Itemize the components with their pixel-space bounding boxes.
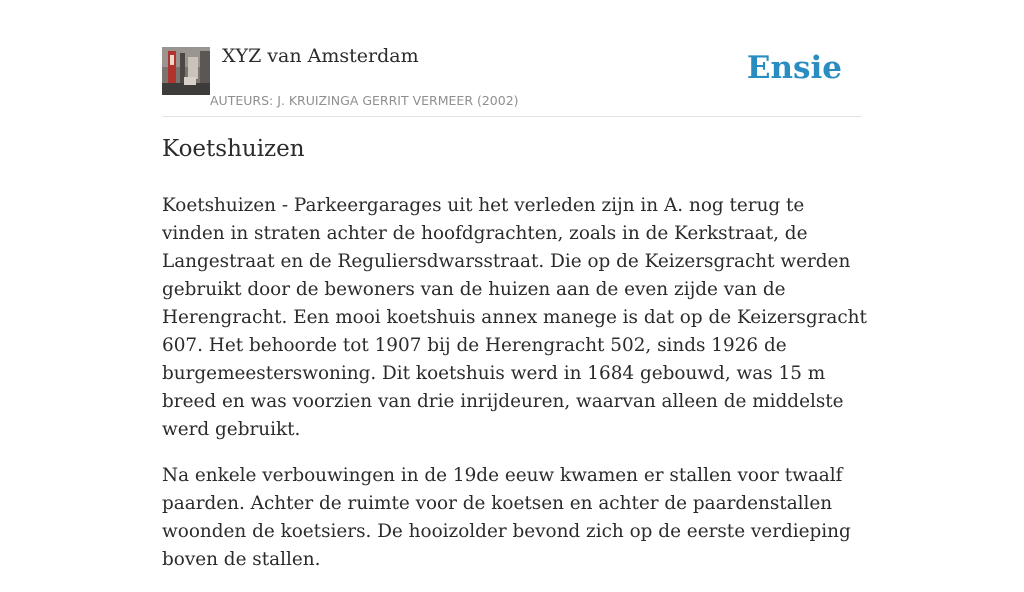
article-body: [162, 192, 868, 592]
ensie-logo-link[interactable]: Ensie: [746, 50, 842, 86]
book-header: [162, 44, 862, 117]
book-title[interactable]: XYZ van Amsterdam: [222, 45, 419, 67]
article-paragraph: Koetshuizen - Parkeergarages uit het verleden zijn in A. nog terug te vinden in straten achter de hoofdgrachten, zoals in de Kerkstraat, de Langestraat en de Reguliersdwarsstraat. Die op de Keizersgracht werden gebruikt door de bewoners van de huizen aan de even zijde van de Herengracht. Een mooi koetshuis annex manege is dat op de Keizersgracht 607. Het behoorde tot 1907 bij de Herengracht 502, sinds 1926 de burgemeesterswoning. Dit koetshuis werd in 1684 gebouwd, was 15 m breed en was voorzien van drie inrijdeuren, waarvan alleen de middelste werd gebruikt.: [162, 195, 867, 440]
book-authors: AUTEURS: J. KRUIZINGA GERRIT VERMEER (2002): [210, 93, 519, 108]
article-paragraph: Na enkele verbouwingen in de 19de eeuw kwamen er stallen voor twaalf paarden. Achter de ruimte voor de koetsen en achter de paardenstallen woonden de koetsiers. De hooizolder bevond zich op de eerste verdieping boven de stallen.: [162, 465, 851, 570]
street-photo-icon: [162, 47, 210, 95]
book-cover-avatar[interactable]: [162, 47, 210, 95]
article-title: Koetshuizen: [162, 136, 305, 162]
